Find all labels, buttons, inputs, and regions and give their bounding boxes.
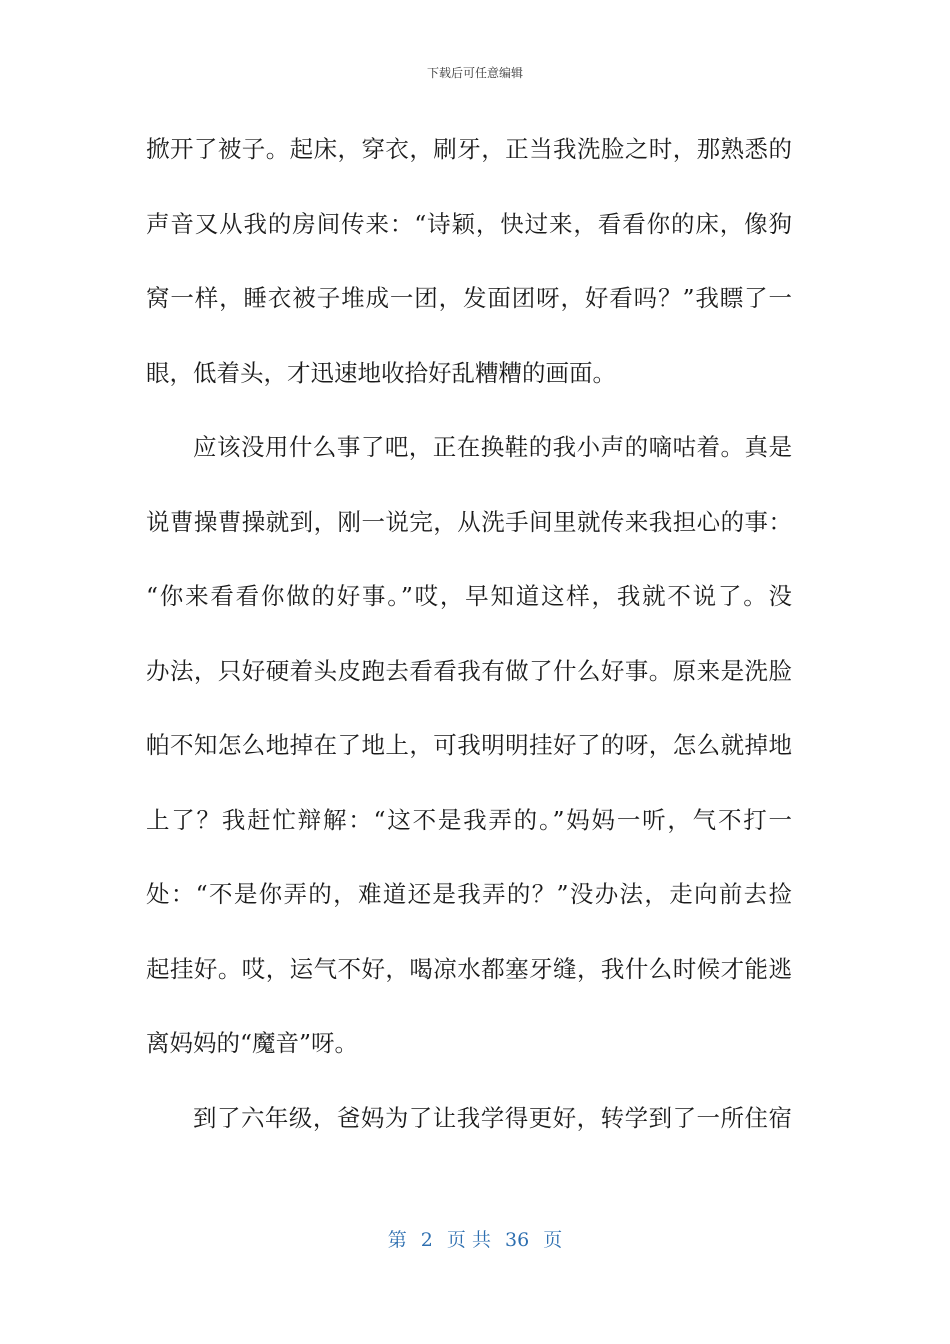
- text-line: 眼，低着头，才迅速地收拾好乱糟糟的画面。: [146, 358, 616, 387]
- text-line: 帕不知怎么地掉在了地上，可我明明挂好了的呀，怎么就掉地: [146, 731, 792, 759]
- text-line: 离妈妈的“魔音”呀。: [146, 1029, 359, 1057]
- page-footer: [0, 1225, 950, 1252]
- footer-prefix: 第: [387, 1229, 407, 1251]
- page-number: 2: [420, 1229, 433, 1251]
- text-line: 掀开了被子。起床，穿衣，刷牙，正当我洗脸之时，那熟悉的: [146, 135, 792, 163]
- paragraph-start-line: 应该没用什么事了吧，正在换鞋的我小声的嘀咕着。真是: [193, 433, 792, 461]
- paragraph-start-line: 到了六年级，爸妈为了让我学得更好，转学到了一所住宿: [193, 1103, 792, 1132]
- text-line: 上了？我赶忙辩解：“这不是我弄的。”妈妈一听，气不打一: [146, 805, 792, 834]
- page-header: 下载后可任意编辑: [426, 66, 523, 80]
- text-line: “你来看看你做的好事。”哎，早知道这样，我就不说了。没: [146, 582, 792, 610]
- body-text: [146, 112, 792, 1155]
- text-line: 办法，只好硬着头皮跑去看看我有做了什么好事。原来是洗脸: [146, 656, 792, 685]
- text-line: 起挂好。哎，运气不好，喝凉水都塞牙缝，我什么时候才能逃: [146, 954, 792, 983]
- text-line: 说曹操曹操就到，刚一说完，从洗手间里就传来我担心的事：: [146, 507, 792, 536]
- footer-middle: 页 共: [446, 1229, 491, 1251]
- text-line: 声音又从我的房间传来：“诗颖，快过来，看看你的床，像狗: [146, 209, 792, 238]
- total-pages: 36: [505, 1229, 530, 1251]
- text-line: 处：“不是你弄的，难道还是我弄的？”没办法，走向前去捡: [146, 880, 792, 908]
- footer-suffix: 页: [543, 1229, 563, 1251]
- text-line: 窝一样，睡衣被子堆成一团，发面团呀，好看吗？”我瞟了一: [146, 284, 792, 312]
